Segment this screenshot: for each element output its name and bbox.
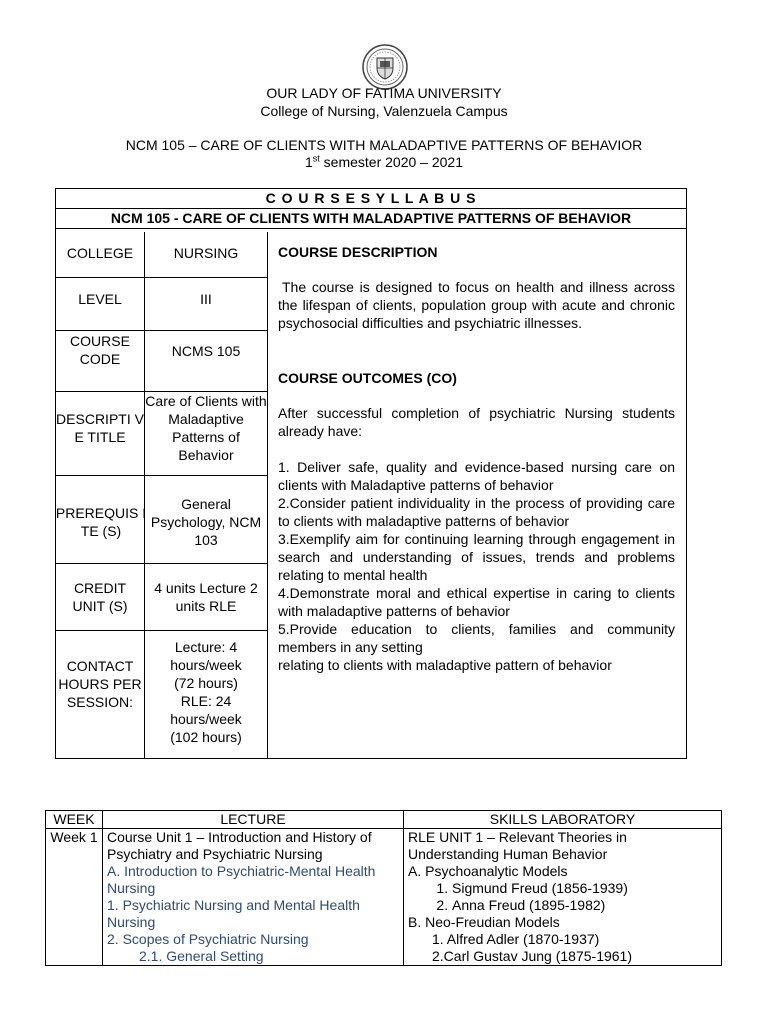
university-name: OUR LADY OF FATIMA UNIVERSITY [266,85,502,101]
semester-line [0,154,768,171]
lab-b-item: 1. Alfred Adler (1870-1937) [432,931,600,947]
outcome-item: relating to clients with maladaptive pattern of behavior [278,657,612,673]
lab-unit-title: RLE UNIT 1 – Relevant Theories in Understanding Human Behavior [408,829,627,862]
lab-section-b: B. Neo-Freudian Models [408,914,560,930]
lab-a-list [408,880,717,914]
outcome-item: 3.Exemplify aim for continuing learning through engagement in search and understanding of issues, trends and problems relating to mental health [278,531,675,583]
college-campus: College of Nursing, Valenzuela Campus [260,103,508,119]
course-description-heading: COURSE DESCRIPTION [278,244,438,260]
label-credit-unit: CREDIT UNIT (S) [72,580,128,614]
lecture-cell [103,829,404,966]
week-cell: Week 1 [46,829,103,966]
outcome-item: 1. Deliver safe, quality and evidence-based nursing care on clients with Maladaptive patterns of behavior [278,459,675,493]
value-level: III [200,291,212,307]
semester-number: 1 [304,154,313,170]
value-descriptive-title: Care of Clients with Maladaptive Patterns of Behavior [145,393,267,463]
value-credit-unit: 4 units Lecture 2 units RLE [154,580,258,614]
course-description-text: The course is designed to focus on health and illness across the lifespan of clients, population group with acute and chronic psychosocial difficulties and psychiatric illnesses. [278,279,675,331]
course-line: NCM 105 – CARE OF CLIENTS WITH MALADAPTIVE PATTERNS OF BEHAVIOR [125,137,643,153]
table-row [46,829,722,966]
value-college: NURSING [173,245,239,261]
outcome-item: 5.Provide education to clients, families and community members in any setting [278,621,675,655]
syllabus-heading: C O U R S E S Y L L A B U S [55,188,687,209]
lecture-item: 2. Scopes of Psychiatric Nursing [107,931,309,947]
outcome-item: 4.Demonstrate moral and ethical expertise in caring to clients with maladaptive patterns of behavior [278,585,675,619]
value-prerequisite: General Psychology, NCM 103 [150,496,262,548]
label-level: LEVEL [78,291,122,307]
header-skills-lab: SKILLS LABORATORY [404,811,722,829]
value-contact-hours: Lecture: 4 hours/week (72 hours) RLE: 24 hours/week (102 hours) [170,639,242,745]
lecture-item: A. Introduction to Psychiatric-Mental Health Nursing [107,863,376,896]
lecture-subitem: 2.1. General Setting [139,948,264,964]
header-week: WEEK [46,811,103,829]
syllabus-course-title: NCM 105 - CARE OF CLIENTS WITH MALADAPTIVE PATTERNS OF BEHAVIOR [55,208,687,229]
lecture-item: 1. Psychiatric Nursing and Mental Health Nursing [107,897,360,930]
lab-a-item: 2. Anna Freud (1895-1982) [452,897,717,914]
value-course-code: NCMS 105 [171,343,241,359]
table-header-row [46,811,722,829]
skills-lab-cell [404,829,722,966]
course-outcomes-list [278,458,675,674]
label-descriptive-title: DESCRIPTI VE TITLE [56,411,144,445]
lab-a-item: 1. Sigmund Freud (1856-1939) [452,880,717,897]
semester-superscript: st [312,153,320,164]
university-seal-logo [362,44,408,90]
outcome-item: 2.Consider patient individuality in the process of providing care to clients with maladaptive patterns of behavior [278,495,675,529]
weekly-schedule-table [45,810,722,966]
course-outcomes-intro: After successful completion of psychiatric Nursing students already have: [278,405,675,439]
lecture-unit-title: Course Unit 1 – Introduction and History of Psychiatry and Psychiatric Nursing [107,829,372,862]
label-course-code: COURSE CODE [70,333,130,367]
semester-rest: semester 2020 – 2021 [319,154,464,170]
lab-b-item: 2.Carl Gustav Jung (1875-1961) [432,948,632,964]
course-outcomes-heading: COURSE OUTCOMES (CO) [278,370,457,386]
lab-section-a: A. Psychoanalytic Models [408,863,568,879]
label-prerequisite: PREREQUIS ITE (S) [55,505,147,539]
label-contact-hours: CONTACT HOURS PER SESSION: [58,658,142,710]
header-lecture: LECTURE [103,811,404,829]
label-college: COLLEGE [66,245,134,261]
